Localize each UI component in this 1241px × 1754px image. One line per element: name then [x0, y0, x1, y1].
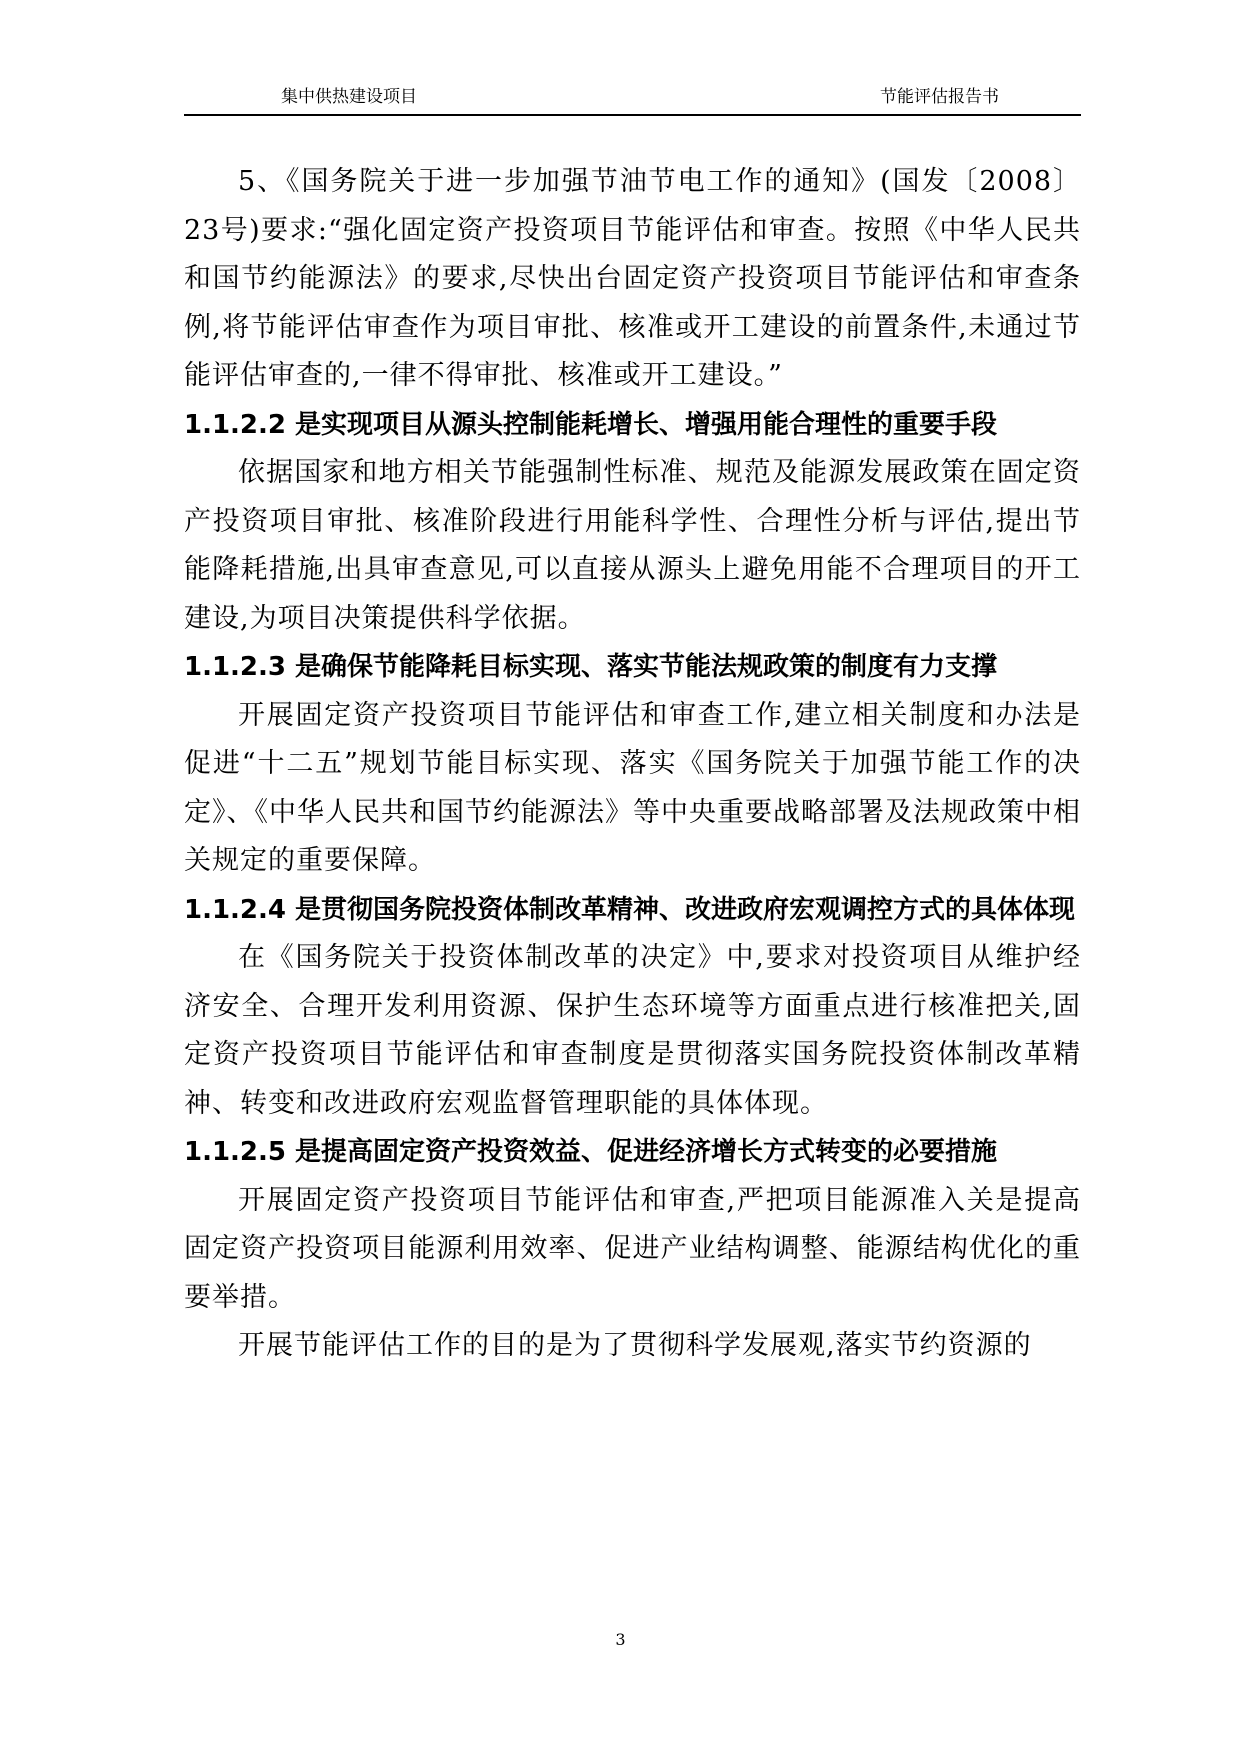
header-project-title: 集中供热建设项目	[281, 87, 417, 107]
paragraph-notice-requirement: 5、《国务院关于进一步加强节油节电工作的通知》(国发〔2008〕23号)要求:“强化固定资产投资项目节能评估和审查。按照《中华人民共和国节约能源法》的要求,尽快出台固定资产投资项目节能评估和审查条例,将节能评估审查作为项目审批、核准或开工建设的前置条件,未通过节能评估审查的,一律不得审批、核准或开工建设。”	[184, 166, 1081, 391]
page-header	[184, 86, 1081, 116]
section-heading-1-1-2-2: 1.1.2.2 是实现项目从源头控制能耗增长、增强用能合理性的重要手段	[184, 409, 998, 440]
paragraph-policy-support: 开展固定资产投资项目节能评估和审查工作,建立相关制度和办法是促进“十二五”规划节能目标实现、落实《国务院关于加强节能工作的决定》、《中华人民共和国节约能源法》等中央重要战略部署及法规政策中相关规定的重要保障。	[184, 699, 1081, 876]
paragraph-efficiency-measures: 开展固定资产投资项目节能评估和审查,严把项目能源准入关是提高固定资产投资项目能源利用效率、促进产业结构调整、能源结构优化的重要举措。	[184, 1184, 1081, 1313]
section-heading-1-1-2-3: 1.1.2.3 是确保节能降耗目标实现、落实节能法规政策的制度有力支撑	[184, 652, 998, 682]
paragraph-source-control: 依据国家和地方相关节能强制性标准、规范及能源发展政策在固定资产投资项目审批、核准阶段进行用能科学性、合理性分析与评估,提出节能降耗措施,出具审查意见,可以直接从源头上避免用能不合理项目的开工建设,为项目决策提供科学依据。	[184, 457, 1081, 634]
page-number: 3	[615, 1630, 626, 1649]
paragraph-investment-reform: 在《国务院关于投资体制改革的决定》中,要求对投资项目从维护经济安全、合理开发利用资源、保护生态环境等方面重点进行核准把关,固定资产投资项目节能评估和审查制度是贯彻落实国务院投资体制改革精神、转变和改进政府宏观监督管理职能的具体体现。	[184, 942, 1081, 1119]
section-heading-1-1-2-5: 1.1.2.5 是提高固定资产投资效益、促进经济增长方式转变的必要措施	[184, 1137, 998, 1167]
document-body	[184, 158, 1081, 1371]
paragraph-evaluation-purpose: 开展节能评估工作的目的是为了贯彻科学发展观,落实节约资源的	[238, 1330, 1032, 1361]
section-heading-1-1-2-4: 1.1.2.4 是贯彻国务院投资体制改革精神、改进政府宏观调控方式的具体体现	[184, 894, 1076, 925]
header-report-title: 节能评估报告书	[880, 87, 999, 107]
